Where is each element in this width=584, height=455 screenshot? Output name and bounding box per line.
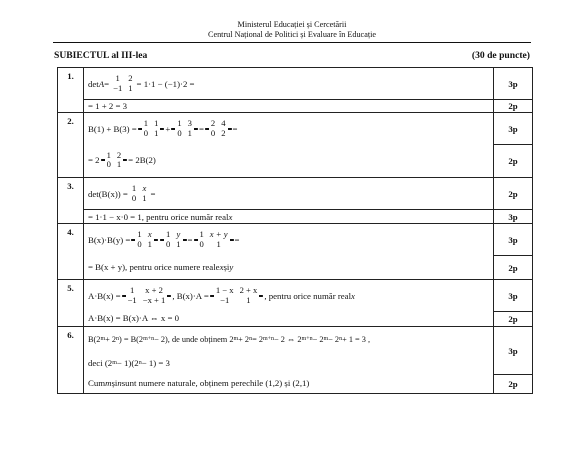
header-divider	[53, 42, 531, 43]
row-number: 6.	[58, 327, 84, 394]
score-cell	[494, 224, 533, 280]
text: det	[88, 78, 99, 89]
solution-line: = B(x + y) , pentru orice numere reale x și y	[88, 261, 234, 272]
solution-cell	[84, 224, 494, 280]
score-cell	[494, 280, 533, 327]
table-row	[58, 178, 533, 224]
matrix: 1 2 0 1	[101, 151, 128, 170]
row-number: 3.	[58, 178, 84, 224]
solution-cell	[84, 280, 494, 327]
matrix: 2 4 0 2	[205, 119, 232, 138]
table-row	[58, 280, 533, 327]
text: = 1·1 − (−1)·2 =	[136, 78, 195, 89]
score: 3p	[508, 345, 518, 356]
header-center: Centrul Național de Politici și Evaluare în Educație	[207, 30, 377, 39]
solution-cell	[84, 178, 494, 224]
solution-line: B(x)·B(y) = 1 x 0 1 1 y 0 1 = 1 x + y 0 1 =	[88, 229, 240, 249]
score: 3p	[508, 123, 518, 134]
variable: A	[98, 78, 105, 89]
subject-points: (30 de puncte)	[471, 50, 530, 61]
solution-line: A·B(x) = B(x)·A ⇔ x = 0	[88, 313, 180, 323]
score: 2p	[494, 311, 532, 326]
solution-line: B(1) + B(3) = 1 1 0 1 + 1 3 0 1 = 2 4 0 2 =	[88, 118, 238, 138]
matrix: 1 x + 2 −1 −x + 1	[122, 286, 172, 305]
score: 2p	[494, 144, 532, 177]
score-cell	[494, 327, 533, 394]
table-row	[58, 68, 533, 113]
answer-table	[57, 67, 533, 394]
score: 3p	[508, 234, 518, 245]
determinant: 1 2 −1 1	[113, 73, 133, 93]
matrix: 1 3 0 1	[171, 119, 198, 138]
score-cell	[494, 178, 533, 224]
matrix: 1 x + y 0 1	[194, 230, 234, 249]
solution-line: = 2 1 2 0 1 = 2B(2)	[88, 149, 156, 169]
solution-line: deci (2 m − 1)(2 n − 1) = 3	[88, 357, 170, 368]
subject-title: SUBIECTUL al III-lea	[54, 50, 148, 61]
score: 2p	[494, 99, 532, 112]
solution-line: = 1 + 2 = 3	[84, 99, 493, 112]
solution-line: B(2 m + 2 n ) = B(2 m+n − 2), de unde obținem 2 m + 2 n = 2 m+n − 2 ⇔ 2 m+n − 2 m − 2 n + 1 = 3 ,	[88, 334, 371, 344]
solution-line: = 1·1 − x·0 = 1 , pentru orice număr real x	[84, 209, 493, 223]
score: 2p	[508, 188, 518, 199]
score: 3p	[508, 78, 518, 89]
matrix: 1 − x 2 + x −1 1	[210, 286, 264, 305]
determinant: 1 x 0 1	[131, 183, 147, 203]
solution-line	[84, 68, 493, 99]
row-number: 4.	[58, 224, 84, 280]
row-number: 5.	[58, 280, 84, 327]
matrix: 1 y 0 1	[160, 230, 187, 249]
table-row	[58, 327, 533, 394]
table-row	[58, 224, 533, 280]
score: 2p	[494, 374, 532, 393]
matrix: 1 1 0 1	[138, 119, 165, 138]
row-number: 1.	[58, 68, 84, 113]
score-cell	[494, 68, 533, 113]
score-cell	[494, 113, 533, 178]
score: 2p	[494, 255, 532, 279]
matrix: 1 x 0 1	[131, 230, 158, 249]
solution-cell	[84, 68, 494, 113]
score: 3p	[494, 209, 532, 223]
solution-line: det(B(x)) = 1 x 0 1 =	[88, 183, 156, 203]
table-row	[58, 113, 533, 178]
solution-line: Cum m și n sunt numere naturale, obținem perechile (1,2) și (2,1)	[88, 378, 310, 388]
header-ministry: Ministerul Educației și Cercetării	[237, 20, 347, 29]
score: 3p	[508, 290, 518, 301]
solution-cell	[84, 113, 494, 178]
row-number: 2.	[58, 113, 84, 178]
text: =	[104, 78, 110, 89]
solution-line: A·B(x) = 1 x + 2 −1 −x + 1 , B(x)·A = 1 − x 2 + x −1 1 , pentru orice număr real x	[88, 285, 355, 305]
solution-cell	[84, 327, 494, 394]
